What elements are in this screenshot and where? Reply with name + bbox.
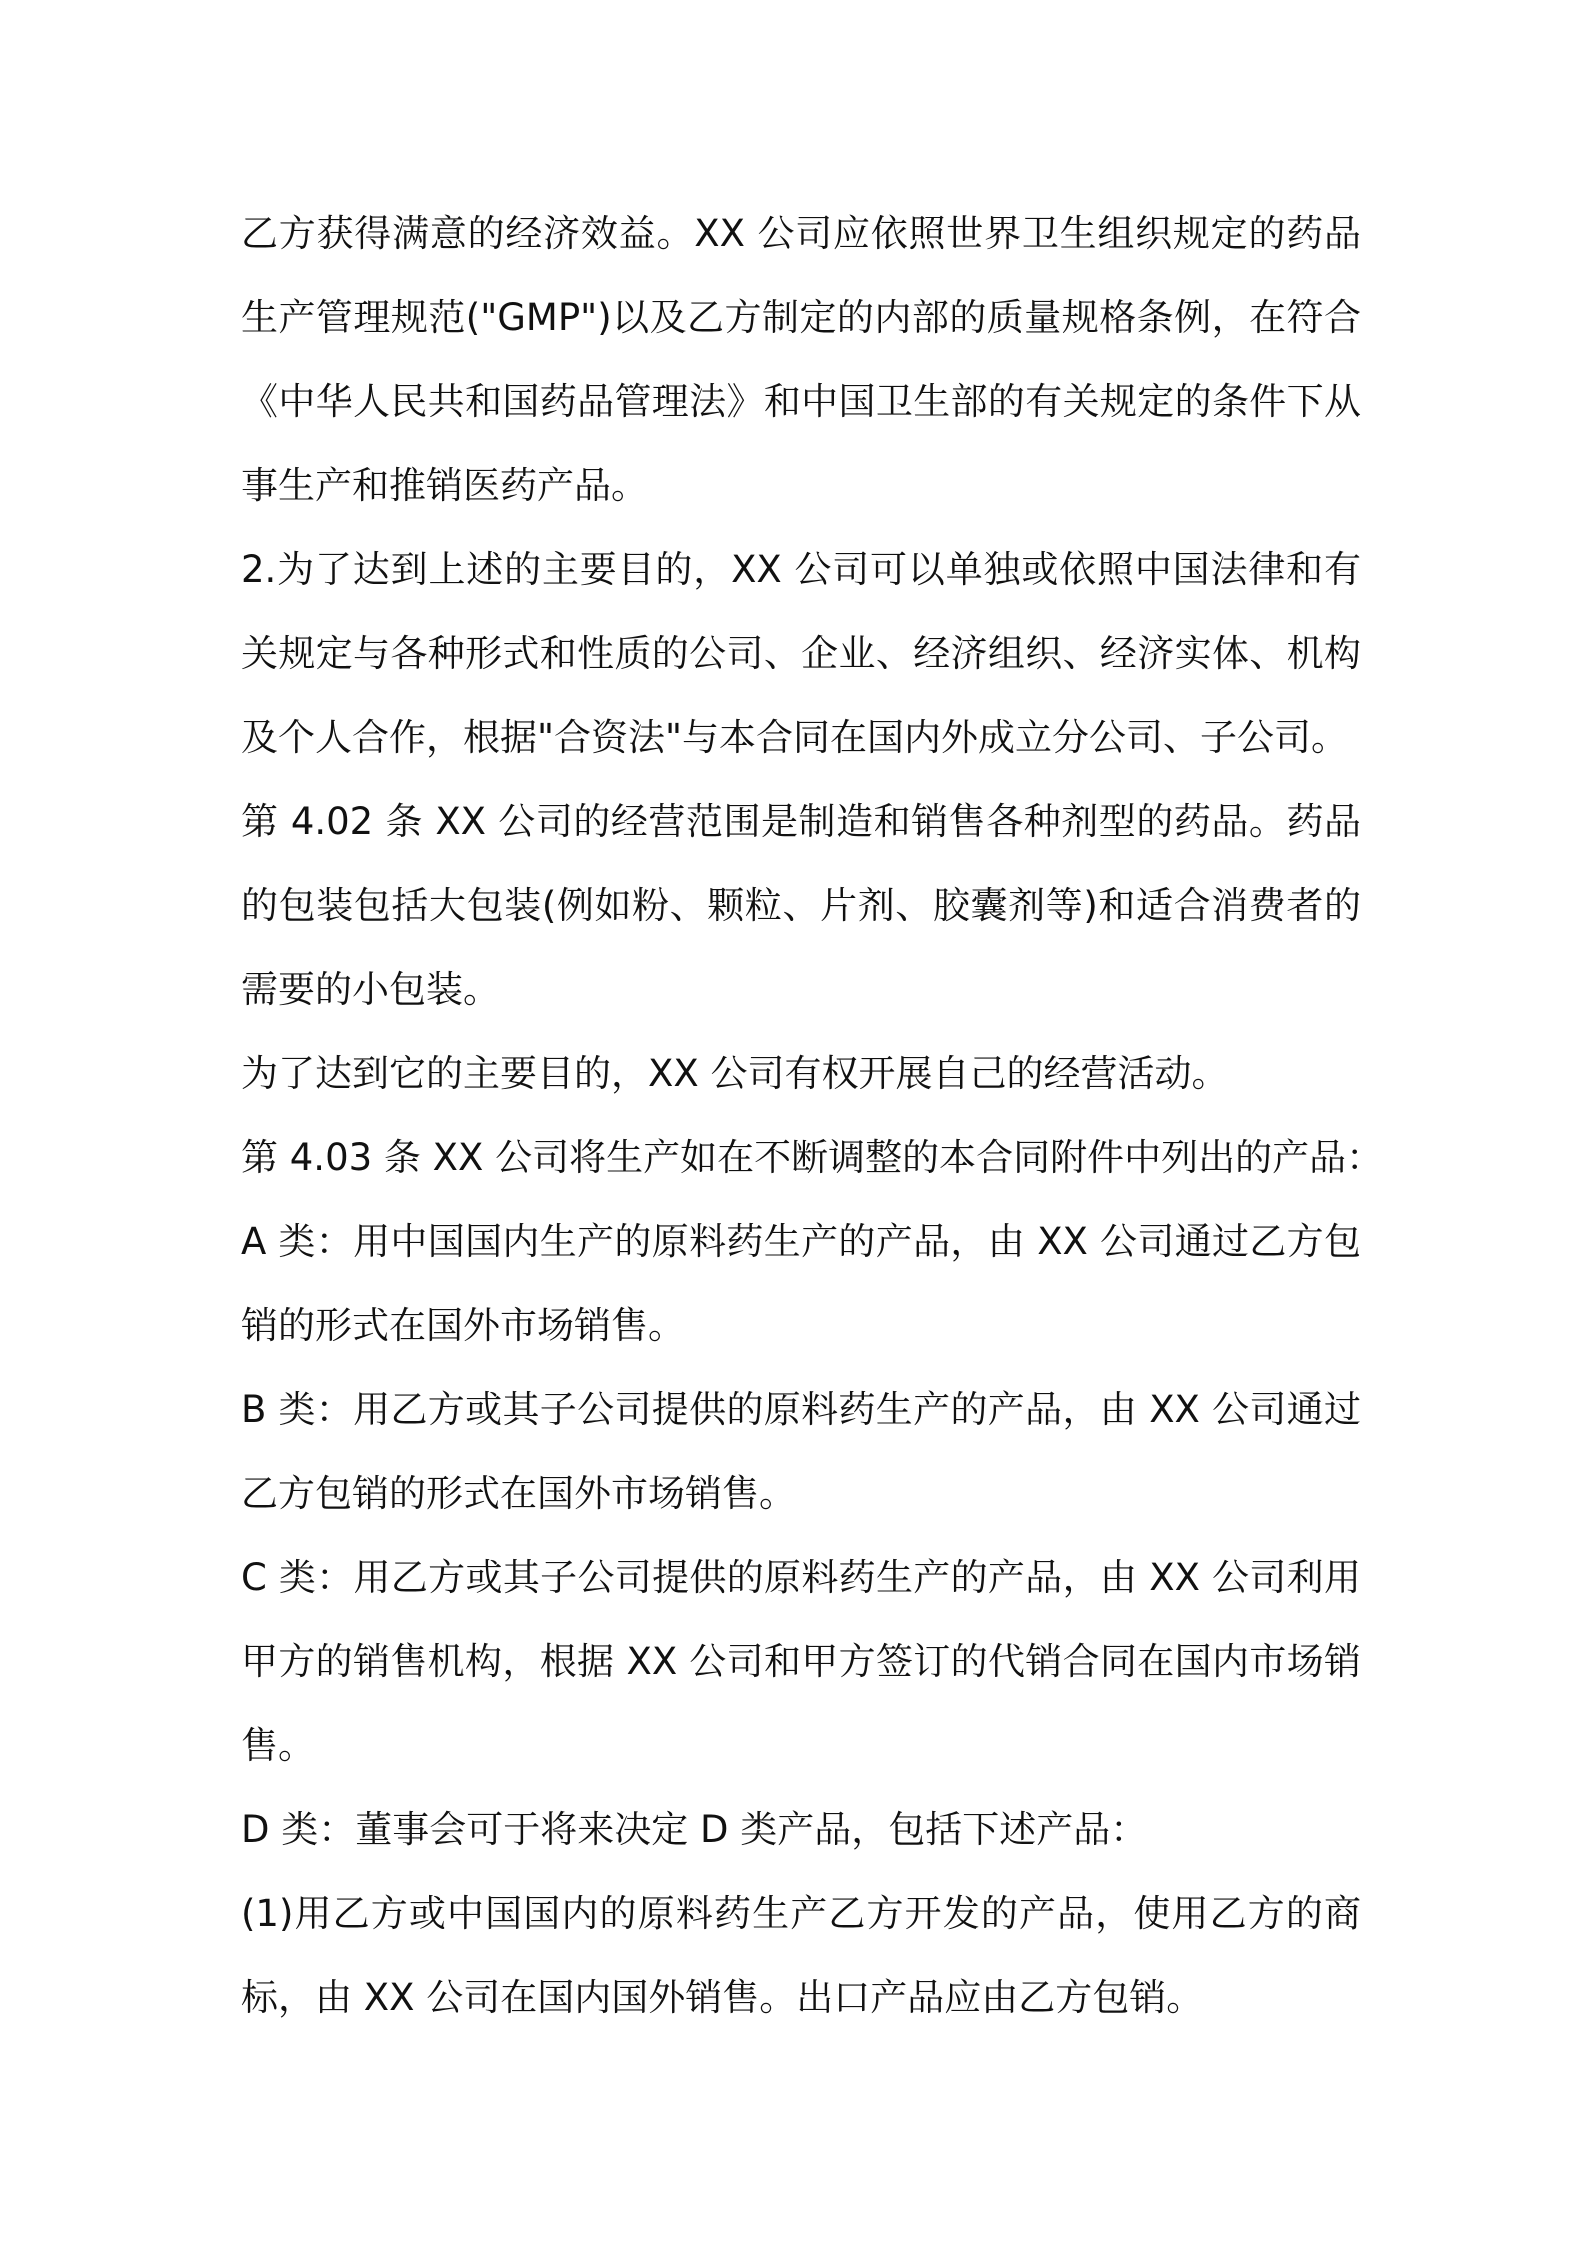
paragraph-category-b	[241, 1368, 1361, 1536]
text-line: D 类：董事会可于将来决定 D 类产品，包括下述产品：	[241, 1808, 1148, 1851]
text-line: 售。	[241, 1724, 315, 1767]
text-line: 及个人合作，根据"合资法"与本合同在国内外成立分公司、子公司。	[241, 716, 1349, 759]
text-line: 甲方的销售机构，根据 XX 公司和甲方签订的代销合同在国内市场销	[241, 1640, 1361, 1683]
text-line: B 类：用乙方或其子公司提供的原料药生产的产品，由 XX 公司通过	[241, 1388, 1361, 1431]
paragraph-business-activities	[241, 1032, 1361, 1116]
text-line: 2.为了达到上述的主要目的，XX 公司可以单独或依照中国法律和有	[241, 548, 1361, 591]
paragraph-category-d-item-1	[241, 1872, 1361, 2040]
paragraph-cooperation	[241, 528, 1361, 780]
paragraph-category-c	[241, 1536, 1361, 1788]
text-line: 为了达到它的主要目的，XX 公司有权开展自己的经营活动。	[241, 1052, 1229, 1095]
text-line: 需要的小包装。	[241, 968, 500, 1011]
paragraph-category-d	[241, 1788, 1361, 1872]
text-line: 乙方包销的形式在国外市场销售。	[241, 1472, 796, 1515]
text-line: 《中华人民共和国药品管理法》和中国卫生部的有关规定的条件下从	[241, 380, 1361, 423]
text-line: 关规定与各种形式和性质的公司、企业、经济组织、经济实体、机构	[241, 632, 1361, 675]
text-line: 生产管理规范("GMP")以及乙方制定的内部的质量规格条例，在符合	[241, 296, 1361, 339]
text-line: 第 4.03 条 XX 公司将生产如在不断调整的本合同附件中列出的产品：	[241, 1136, 1384, 1179]
document-body	[241, 192, 1384, 2040]
text-line: C 类：用乙方或其子公司提供的原料药生产的产品，由 XX 公司利用	[241, 1556, 1361, 1599]
text-line: (1)用乙方或中国国内的原料药生产乙方开发的产品，使用乙方的商	[241, 1892, 1361, 1935]
text-line: 的包装包括大包装(例如粉、颗粒、片剂、胶囊剂等)和适合消费者的	[241, 884, 1361, 927]
paragraph-article-4-02	[241, 780, 1361, 1032]
text-line: 第 4.02 条 XX 公司的经营范围是制造和销售各种剂型的药品。药品	[241, 800, 1361, 843]
text-line: 事生产和推销医药产品。	[241, 464, 648, 507]
text-line: 销的形式在国外市场销售。	[241, 1304, 685, 1347]
paragraph-category-a	[241, 1200, 1361, 1368]
text-line: A 类：用中国国内生产的原料药生产的产品，由 XX 公司通过乙方包	[241, 1220, 1361, 1263]
paragraph-gmp-compliance	[241, 192, 1361, 528]
text-line: 标，由 XX 公司在国内国外销售。出口产品应由乙方包销。	[241, 1976, 1204, 2019]
paragraph-article-4-03	[241, 1116, 1384, 1200]
text-line: 乙方获得满意的经济效益。XX 公司应依照世界卫生组织规定的药品	[241, 212, 1361, 255]
